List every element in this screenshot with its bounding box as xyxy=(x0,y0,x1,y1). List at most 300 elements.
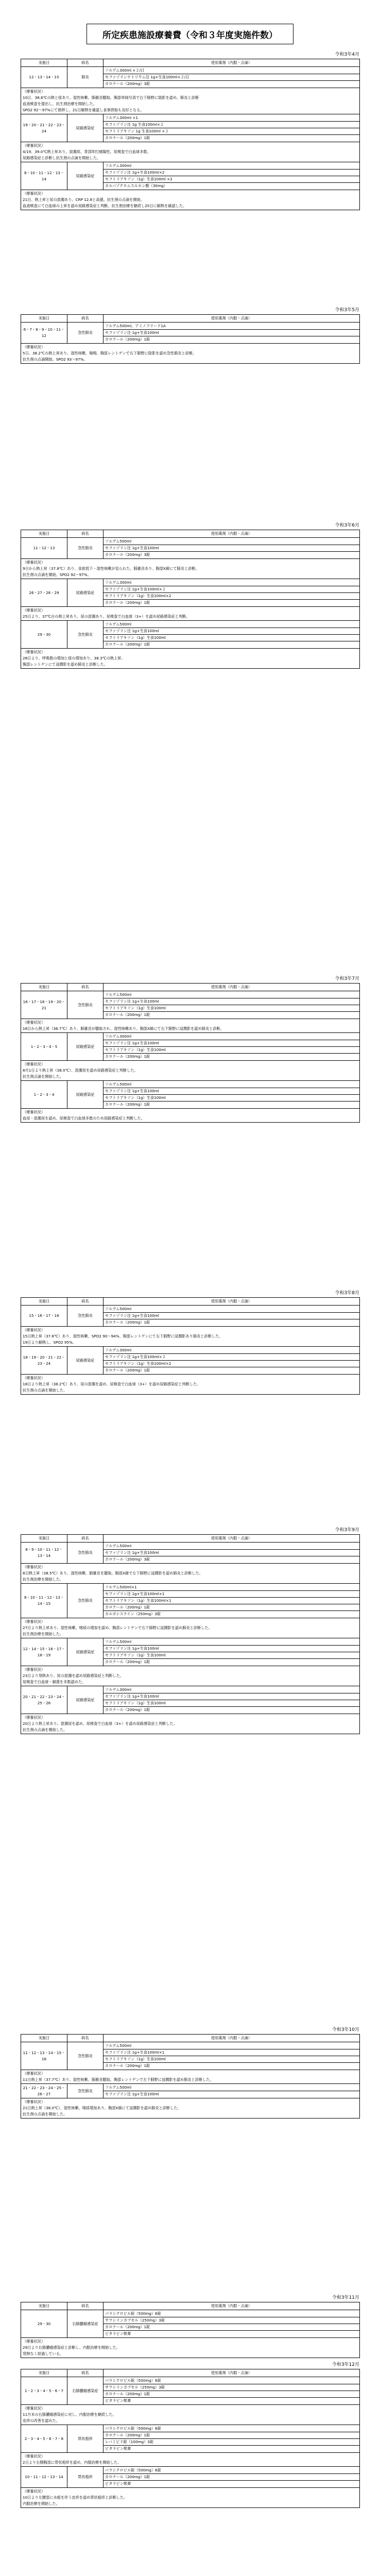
case-row xyxy=(21,621,360,649)
note-row xyxy=(21,2453,360,2467)
note-row xyxy=(21,142,360,162)
medication-cell xyxy=(103,2425,360,2453)
medication-item: カルボシステイン（250mg）3錠 xyxy=(105,1612,161,1616)
medication-item: セフトリアキソン（1g）生食100ml×2 xyxy=(103,1361,359,1367)
note-label: （療養状況） xyxy=(23,2099,45,2104)
care-status-note xyxy=(21,1375,360,1395)
note-text: 16日から熱上昇（38.7℃）あり、肺雑音が聴取され、湿性咳嗽あり。胸部X線にて右下肺野に浸潤影を認め肺炎と診断。 xyxy=(23,1026,224,1031)
medication-item: ソルデム300ml xyxy=(103,163,359,170)
care-status-note xyxy=(21,649,360,669)
medication-item: セファゾリン注 1g+生食100ml×1 xyxy=(103,1591,359,1598)
cases-table xyxy=(21,59,360,210)
meds-header: 使用薬剤（内服・点滴） xyxy=(103,2302,360,2310)
treatment-dates: 19・20・21・22・23・24 xyxy=(21,114,67,142)
date-header: 実施日 xyxy=(21,315,67,323)
month-label: 令和3年8月 xyxy=(335,1291,359,1296)
case-row xyxy=(21,67,360,88)
meds-header: 使用薬剤（内服・点滴） xyxy=(103,2035,360,2042)
note-text: 尿検査で白血球・細菌を多数認めた。 xyxy=(23,1680,86,1684)
medication-cell xyxy=(103,1584,360,1618)
disease-header: 病名 xyxy=(67,59,103,67)
note-row xyxy=(21,2338,360,2358)
note-label: （療養状況） xyxy=(23,345,45,349)
care-status-note xyxy=(21,1061,360,1081)
month-label: 令和3年5月 xyxy=(335,308,359,313)
note-text: 抗生剤の点滴を開始。SPO2 92〜97%。 xyxy=(23,572,91,577)
note-row xyxy=(21,649,360,669)
note-text: 9日から熱上昇（37.8℃）あり、食欲低下・湿性咳嗽が見られた。肺雑音あり、胸部X線にて肺炎と診断。 xyxy=(23,566,199,571)
medication-item: ソルデム500ml、アミノフリード1A xyxy=(103,323,359,330)
case-row xyxy=(21,2310,360,2338)
disease-name: 帯状疱疹 xyxy=(67,2467,103,2488)
care-status-note xyxy=(21,2488,360,2508)
case-row xyxy=(21,2084,360,2098)
medication-item: セファゾリン注 1g+生食100ml xyxy=(103,1088,359,1095)
medication-item: セフトリアキソン（1g）生食100ml xyxy=(103,2056,359,2063)
medication-item: カロナール（200mg）1錠 xyxy=(103,1604,359,1611)
note-label: （療養状況） xyxy=(23,2489,45,2494)
disease-name: 尿路感染症 xyxy=(67,162,103,190)
medication-item: サワシリンカプセル（250mg）3錠 xyxy=(103,2317,359,2324)
header-row xyxy=(21,59,360,67)
medication-item: サワシリンカプセル（250mg）3錠 xyxy=(103,2384,359,2391)
month-section xyxy=(21,2025,359,2119)
medication-item: ソルデム300ml xyxy=(103,1347,359,1354)
month-label: 令和3年9月 xyxy=(335,1528,359,1533)
disease-name: 急性肺炎 xyxy=(67,2084,103,2098)
medication-item: カロナール（200mg）1錠 xyxy=(105,1320,150,1325)
note-text: 25日より、37℃台の熱上昇あり。尿の混濁あり。尿検査で白血球（3+）を認め尿路感染症と判断。 xyxy=(23,614,190,619)
medication-item: カロナール（200mg）3錠 xyxy=(105,552,150,557)
medication-item: パラシクロビル錠（500mg）6錠 xyxy=(103,2467,359,2474)
date-header: 実施日 xyxy=(21,2035,67,2042)
disease-name: 尿路感染症 xyxy=(67,1347,103,1375)
medication-item: セファゾリン注 1g+生食100ml×1 xyxy=(103,2049,359,2056)
note-text: 抗生剤治療を開始した。 xyxy=(23,1577,64,1582)
medication-item: ビタラビン軟膏 xyxy=(105,2398,131,2403)
medication-item: セファゾリン注 1g+生食100ml xyxy=(103,545,359,552)
note-row xyxy=(21,1019,360,1033)
disease-header: 病名 xyxy=(67,2302,103,2310)
medication-item: カロナール（200mg）1錠 xyxy=(105,600,150,605)
month-label: 令和3年6月 xyxy=(335,523,359,528)
medication-item: パラシクロビル錠（500mg）6錠 xyxy=(103,2311,359,2317)
note-text: 抗生剤の点滴を開始した。 xyxy=(23,2112,67,2116)
month-section xyxy=(21,520,359,669)
case-row xyxy=(21,162,360,190)
header-row xyxy=(21,530,360,538)
treatment-dates: 20・21・22・23・24・25・26 xyxy=(21,1686,67,1714)
medication-item: カロナール（200mg）1錠 xyxy=(105,1102,150,1107)
note-label: （療養状況） xyxy=(23,191,45,196)
care-status-note xyxy=(21,2338,360,2358)
medication-item: カロナール（200mg）1錠 xyxy=(105,1368,150,1372)
treatment-dates: 11・12・13・14・15・16 xyxy=(21,2042,67,2070)
disease-name: 尿路感染症 xyxy=(67,579,103,607)
cases-table xyxy=(21,1297,360,1395)
medication-item: カルバゾクロムスルホン酸（30mg） xyxy=(105,183,167,188)
treatment-dates: 1・2・3・4 xyxy=(21,1081,67,1109)
note-row xyxy=(21,2488,360,2508)
case-row xyxy=(21,991,360,1019)
date-header: 実施日 xyxy=(21,2302,67,2310)
cases-table xyxy=(21,530,360,669)
medication-item: セファゾリン注 1g+生食100ml xyxy=(103,628,359,635)
medication-cell xyxy=(103,621,360,649)
disease-header: 病名 xyxy=(67,530,103,538)
disease-name: 急性肺炎 xyxy=(67,538,103,559)
medication-item: カロナール（200mg）1錠 xyxy=(103,2474,359,2481)
medication-item: パラシクロビル錠（500mg）6錠 xyxy=(103,2426,359,2432)
case-row xyxy=(21,2467,360,2488)
treatment-dates: 29・30 xyxy=(21,2310,67,2338)
note-text: 抗生剤の点滴を開始した。 xyxy=(23,1727,67,1732)
disease-header: 病名 xyxy=(67,315,103,323)
note-label: （療養状況） xyxy=(23,143,45,148)
care-status-note xyxy=(21,2405,360,2425)
cases-table xyxy=(21,314,360,364)
medication-item: セファゾリン注 1g+生食100ml×２ xyxy=(103,1354,359,1361)
header-row xyxy=(21,1298,360,1306)
note-text: 11月末の右肺膿瘍感染症に対し、内服治療を継続した。 xyxy=(23,2412,116,2417)
note-text: 23日より発熱あり、尿の混濁を認め尿路感染症と判断した。 xyxy=(23,1673,124,1678)
disease-header: 病名 xyxy=(67,2035,103,2042)
disease-name: 尿路感染症 xyxy=(67,1686,103,1714)
case-row xyxy=(21,1081,360,1109)
meds-header: 使用薬剤（内服・点滴） xyxy=(103,530,360,538)
care-status-note xyxy=(21,2070,360,2084)
disease-header: 病名 xyxy=(67,984,103,991)
medication-cell xyxy=(103,579,360,607)
note-row xyxy=(21,1109,360,1123)
medication-item: ソルデム300ml ×1 xyxy=(103,115,359,122)
header-row xyxy=(21,2035,360,2042)
document-title: 所定疾患施設療養費（令和３年度実施件数） xyxy=(87,24,293,44)
month-section xyxy=(21,2293,359,2358)
medication-cell xyxy=(103,1686,360,1714)
medication-item: カロナール（200mg）1錠 xyxy=(103,2324,359,2331)
care-status-note xyxy=(21,1109,360,1123)
note-text: 15日熱上昇（37.6℃）あり、湿性咳嗽、SPO2 90〜94%、胸部レントゲンにて右下肺野に浸潤影あり肺炎と診断した。 xyxy=(23,1334,223,1338)
treatment-dates: 16・17・18・19・20・21 xyxy=(21,991,67,1019)
medication-item: セフトリアキソン（1g）生食100ml×2 xyxy=(103,593,359,600)
care-status-note xyxy=(21,1666,360,1686)
medication-item: カロナール（200mg）1錠 xyxy=(105,642,150,647)
care-status-note xyxy=(21,607,360,621)
medication-cell xyxy=(103,114,360,142)
disease-name: 尿路感染症 xyxy=(67,1081,103,1109)
treatment-dates: 2・3・4・5・6・7・8 xyxy=(21,2425,67,2453)
note-text: 血液検査にて白血球の上昇を認め尿路感染症と判断。抗生剤治療を継続し25日に解熱を確認した。 xyxy=(23,204,187,208)
treatment-dates: 1・2・3・4・5・6・7 xyxy=(21,2377,67,2405)
case-row xyxy=(21,114,360,142)
medication-item: ソルデム300ml xyxy=(103,580,359,586)
note-row xyxy=(21,344,360,364)
case-row xyxy=(21,538,360,559)
note-label: （療養状況） xyxy=(23,1667,45,1672)
note-text: 10日より左腰部に水疱を伴う皮疹を認め帯状疱疹と診断した。 xyxy=(23,2495,128,2500)
medication-item: カロナール（200mg）1錠 xyxy=(103,2391,359,2398)
medication-item: カロナール（200mg）1錠 xyxy=(105,1054,150,1059)
medication-item: ソルデム500ml xyxy=(103,1306,359,1313)
medication-cell xyxy=(103,162,360,190)
month-section xyxy=(21,1525,359,1734)
note-text: 内服治療を開始した。 xyxy=(23,2501,60,2506)
note-row xyxy=(21,1564,360,1584)
month-label: 令和3年4月 xyxy=(335,52,359,57)
note-label: （療養状況） xyxy=(23,2406,45,2411)
note-row xyxy=(21,1061,360,1081)
note-label: （療養状況） xyxy=(23,608,45,613)
case-row xyxy=(21,2042,360,2070)
medication-item: ソルデム300ml xyxy=(103,1033,359,1040)
note-row xyxy=(21,1666,360,1686)
medication-item: セフトリアキソン（1g）生食100ml xyxy=(103,1700,359,1707)
disease-name: 右肺膿瘍感染症 xyxy=(67,2310,103,2338)
note-text: 抗生剤治療を開始した。 xyxy=(23,1632,64,1636)
care-status-note xyxy=(21,1618,360,1638)
medication-cell xyxy=(103,2377,360,2405)
disease-header: 病名 xyxy=(67,2369,103,2377)
note-text: SPO2 92〜97%にて推移し、21日解熱を確認し食事摂取も良好となる。 xyxy=(23,108,144,112)
disease-name: 急性肺炎 xyxy=(67,1306,103,1327)
medication-item: ソルデム500ml xyxy=(103,992,359,998)
care-status-note xyxy=(21,1564,360,1584)
medication-item: ソルデム300ml xyxy=(103,1687,359,1693)
case-row xyxy=(21,579,360,607)
note-text: 血液検査を提出し、抗生剤治療を開始した。 xyxy=(23,101,97,106)
case-row xyxy=(21,1686,360,1714)
treatment-dates: 6・7・8・9・10・11・12 xyxy=(21,323,67,344)
note-text: 27日より熱上昇あり。湿性咳嗽、喀痰の増加を認め、胸部レントゲンで右下肺野に浸潤影を認め肺炎と診断した。 xyxy=(23,1625,212,1630)
note-text: 抗生剤の点滴開始。SPO2 93〜97%。 xyxy=(23,357,88,362)
medication-item: セフトリアキソン（1g）生食100ml xyxy=(103,1652,359,1659)
header-row xyxy=(21,2302,360,2310)
care-status-note xyxy=(21,2453,360,2467)
medication-cell xyxy=(103,991,360,1019)
case-row xyxy=(21,1306,360,1327)
medication-item: セファゾリン注 1g+生食100ml xyxy=(105,2092,159,2096)
medication-item: カロナール（200mg）3錠 xyxy=(105,1557,150,1562)
disease-name: 急性肺炎 xyxy=(67,621,103,649)
disease-name: 右肺膿瘍感染症 xyxy=(67,2377,103,2405)
note-row xyxy=(21,88,360,114)
medication-item: カロナール（200mg）1錠 xyxy=(105,1659,150,1664)
disease-name: 尿路感染症 xyxy=(67,114,103,142)
medication-item: セファゾリン注 1g+生食100ml xyxy=(103,1550,359,1556)
meds-header: 使用薬剤（内服・点滴） xyxy=(103,1535,360,1543)
month-section xyxy=(21,974,359,1123)
treatment-dates: 15・16・17・18 xyxy=(21,1306,67,1327)
medication-item: セファゾリン注 1g+生食100ml xyxy=(103,1646,359,1652)
medication-item: ビタラビン軟膏 xyxy=(105,2481,131,2486)
medication-cell xyxy=(103,2467,360,2488)
note-label: （療養状況） xyxy=(23,1715,45,1720)
medication-item: セフトリアキソン（1g）生食100ml xyxy=(103,1095,359,1101)
month-section xyxy=(21,49,359,210)
disease-header: 病名 xyxy=(67,1535,103,1543)
date-header: 実施日 xyxy=(21,984,67,991)
note-row xyxy=(21,607,360,621)
month-label: 令和3年12月 xyxy=(332,2362,359,2367)
disease-name: 尿路感染症 xyxy=(67,1638,103,1666)
month-label: 令和3年7月 xyxy=(335,976,359,981)
medication-item: カロナール（200mg）1錠 xyxy=(105,1707,150,1712)
medication-item: ビタラビン軟膏 xyxy=(105,2331,131,2336)
care-status-note xyxy=(21,88,360,114)
treatment-dates: 8・10・11・12・13・14・15 xyxy=(21,1584,67,1618)
note-text: 18日より熱上昇（38.2℃）あり、尿の混濁を認め、尿検査で白血球（3+）を認め尿路感染症と判断した。 xyxy=(23,1382,201,1386)
case-row xyxy=(21,1638,360,1666)
treatment-dates: 10・11・12・13・14 xyxy=(21,2467,67,2488)
month-label: 令和3年10月 xyxy=(332,2027,359,2032)
medication-item: セフトリアキソン（1g）生食100ml ×2 xyxy=(103,176,359,183)
medication-item: セファゾリン注 1g+生食100ml xyxy=(103,998,359,1005)
medication-cell xyxy=(103,538,360,559)
header-row xyxy=(21,315,360,323)
note-row xyxy=(21,1327,360,1347)
medication-item: パラシクロビル錠（500mg）6錠 xyxy=(103,2378,359,2384)
disease-name: 肺炎 xyxy=(67,67,103,88)
note-label: （療養状況） xyxy=(23,1110,45,1114)
month-section xyxy=(21,305,359,364)
note-text: 28日より、呼吸数の増加と痰の増加あり。38.3℃の熱上昇。 xyxy=(23,656,125,660)
treatment-dates: 12・14・15・16・17・18・19 xyxy=(21,1638,67,1666)
medication-item: セフトリアキソン 1g 生食100ml ×２ xyxy=(103,128,359,135)
meds-header: 使用薬剤（内服・点滴） xyxy=(103,315,360,323)
note-label: （療養状況） xyxy=(23,1062,45,1066)
note-text: 2日より右側胸部に帯状疱疹を認め、内服治療を開始した。 xyxy=(23,2460,122,2465)
medication-item: セファゾリン注 1g+生食100ml×2 xyxy=(103,170,359,176)
note-text: 20日より熱上昇あり。混濁尿を認め、尿検査で白血球（3+）を認め尿路感染症と判断した。 xyxy=(23,1721,177,1726)
note-text: 血尿・混濁尿を認め、尿検査で白血球多数のため尿路感染症と判断した。 xyxy=(23,1116,145,1121)
note-text: 5日、38.2℃の熱上昇あり。湿性咳嗽、喘鳴、胸部レントゲンで右下肺野に陰影を認め急性肺炎と診断。 xyxy=(23,351,197,355)
note-text: 29日より右肺膿瘍感染症と診断し、内服治療を開始した。 xyxy=(23,2345,120,2350)
medication-cell xyxy=(103,67,360,88)
medication-item: ソルデム500ml xyxy=(103,1081,359,1088)
treatment-dates: 12・13・14・15 xyxy=(21,67,67,88)
cases-table xyxy=(21,2034,360,2119)
medication-item: ソルデム500ml xyxy=(103,621,359,628)
note-text: 21日、熱上昇と尿の混濁あり。CRP 12.8と高値。抗生剤の点滴を開始。 xyxy=(23,197,144,202)
note-text: 発熱なく経過している。 xyxy=(23,2351,64,2356)
header-row xyxy=(21,984,360,991)
date-header: 実施日 xyxy=(21,59,67,67)
treatment-dates: 21・22・23・24・25・26・27 xyxy=(21,2084,67,2098)
medication-cell xyxy=(103,2084,360,2098)
note-text: 抗生剤の点滴を開始した。 xyxy=(23,1388,67,1393)
cases-table xyxy=(21,2302,360,2358)
medication-item: セフトリアキソン（1g）生食100ml×1 xyxy=(103,1598,359,1604)
treatment-dates: 8・9・10・11・12・13・14 xyxy=(21,1543,67,1564)
note-label: （療養状況） xyxy=(23,1565,45,1569)
case-row xyxy=(21,1543,360,1564)
disease-name: 急性肺炎 xyxy=(67,2042,103,2070)
note-label: （療養状況） xyxy=(23,2339,45,2344)
cases-table xyxy=(21,2369,360,2508)
meds-header: 使用薬剤（内服・点滴） xyxy=(103,2369,360,2377)
note-label: （療養状況） xyxy=(23,1619,45,1624)
medication-item: カロナール（200mg）1錠 xyxy=(105,337,150,342)
medication-cell xyxy=(103,323,360,344)
note-text: 8月1日より熱上昇（38.0℃）、混濁尿を認め尿路感染症と判断した。 xyxy=(23,1068,138,1073)
treatment-dates: 1・2・3・4・5 xyxy=(21,1033,67,1061)
case-row xyxy=(21,2377,360,2405)
note-label: （療養状況） xyxy=(23,650,45,654)
month-section xyxy=(21,2360,359,2508)
medication-cell xyxy=(103,2042,360,2070)
treatment-dates: 29・30 xyxy=(21,621,67,649)
medication-cell xyxy=(103,1306,360,1327)
header-row xyxy=(21,1535,360,1543)
medication-cell xyxy=(103,1081,360,1109)
note-label: （療養状況） xyxy=(23,1020,45,1025)
date-header: 実施日 xyxy=(21,1535,67,1543)
cases-table xyxy=(21,1534,360,1734)
medication-item: セフトリアキソン（1g）生食100ml xyxy=(103,635,359,641)
medication-item: カロナール（200mg）1錠 xyxy=(105,2063,150,2068)
note-row xyxy=(21,2070,360,2084)
medication-item: カロナール（200mg）1錠 xyxy=(103,2432,359,2439)
medication-item: ソルデム500ml xyxy=(103,1543,359,1550)
case-row xyxy=(21,323,360,344)
medication-item: セファゾリン注 1g+生食100ml xyxy=(103,1313,359,1319)
treatment-dates: 8・10・11・12・13・14 xyxy=(21,162,67,190)
case-row xyxy=(21,2425,360,2453)
care-status-note xyxy=(21,344,360,364)
medication-item: ソルデム500ml xyxy=(103,538,359,545)
note-text: 抗生剤点滴を開始した。 xyxy=(23,1074,64,1079)
note-row xyxy=(21,1618,360,1638)
month-section xyxy=(21,1288,359,1395)
treatment-dates: 11・12・13 xyxy=(21,538,67,559)
medication-item: セファゾリン注 1g 生食100ml×２ xyxy=(103,122,359,128)
care-status-note xyxy=(21,559,360,579)
note-text: 8日熱上昇（38.5℃）あり、湿性咳嗽、肺雑音を聴取。胸部X線で左下肺野に浸潤影を認め肺炎と診断した。 xyxy=(23,1571,203,1575)
note-row xyxy=(21,190,360,210)
medication-cell xyxy=(103,1638,360,1666)
note-text: 皮疹の改善を認めた。 xyxy=(23,2418,60,2423)
note-label: （療養状況） xyxy=(23,2071,45,2076)
note-row xyxy=(21,2098,360,2119)
note-text: 10日、38.6℃の熱と痰あり。湿性咳嗽、肺雑音聴取。胸部単純写真で右下肺野に陰影を認め、肺炎と診断 xyxy=(23,95,199,100)
note-row xyxy=(21,2405,360,2425)
header-row xyxy=(21,2369,360,2377)
case-row xyxy=(21,1347,360,1375)
note-text: 尿路感染症と診断し抗生剤の点滴を開始した。 xyxy=(23,156,100,160)
medication-item: カロナール（200mg）3錠 xyxy=(105,81,150,86)
note-row xyxy=(21,1714,360,1734)
disease-name: 急性肺炎 xyxy=(67,1543,103,1564)
disease-header: 病名 xyxy=(67,1298,103,1306)
medication-item: ソルデム500ml xyxy=(103,1639,359,1646)
meds-header: 使用薬剤（内服・点滴） xyxy=(103,984,360,991)
note-text: 4/19、39.0℃熱上昇あり。混濁尿。背部叩打痛陽性。尿検査で白血球多数。 xyxy=(23,149,151,154)
medication-item: ソルデム500ml xyxy=(103,2043,359,2049)
medication-item: レバミピド錠（100mg）3錠 xyxy=(103,2439,359,2446)
medication-item: ソルデム500ml×1 xyxy=(103,1584,359,1591)
note-label: （療養状況） xyxy=(23,89,45,94)
note-text: 胸部レントゲンにて浸潤影を認め肺炎と診断した。 xyxy=(23,662,108,667)
meds-header: 使用薬剤（内服・点滴） xyxy=(103,1298,360,1306)
medication-item: セファゾリン注 1g+生食100ml xyxy=(103,330,359,336)
disease-name: 急性肺炎 xyxy=(67,991,103,1019)
care-status-note xyxy=(21,1327,360,1347)
medication-cell xyxy=(103,1347,360,1375)
disease-name: 急性肺炎 xyxy=(67,323,103,344)
medication-item: セファゾリンナトリウム注 1g+生食100ml×２/日 xyxy=(103,74,359,81)
medication-item: セファゾリン注 1g+生食100ml xyxy=(103,1693,359,1700)
